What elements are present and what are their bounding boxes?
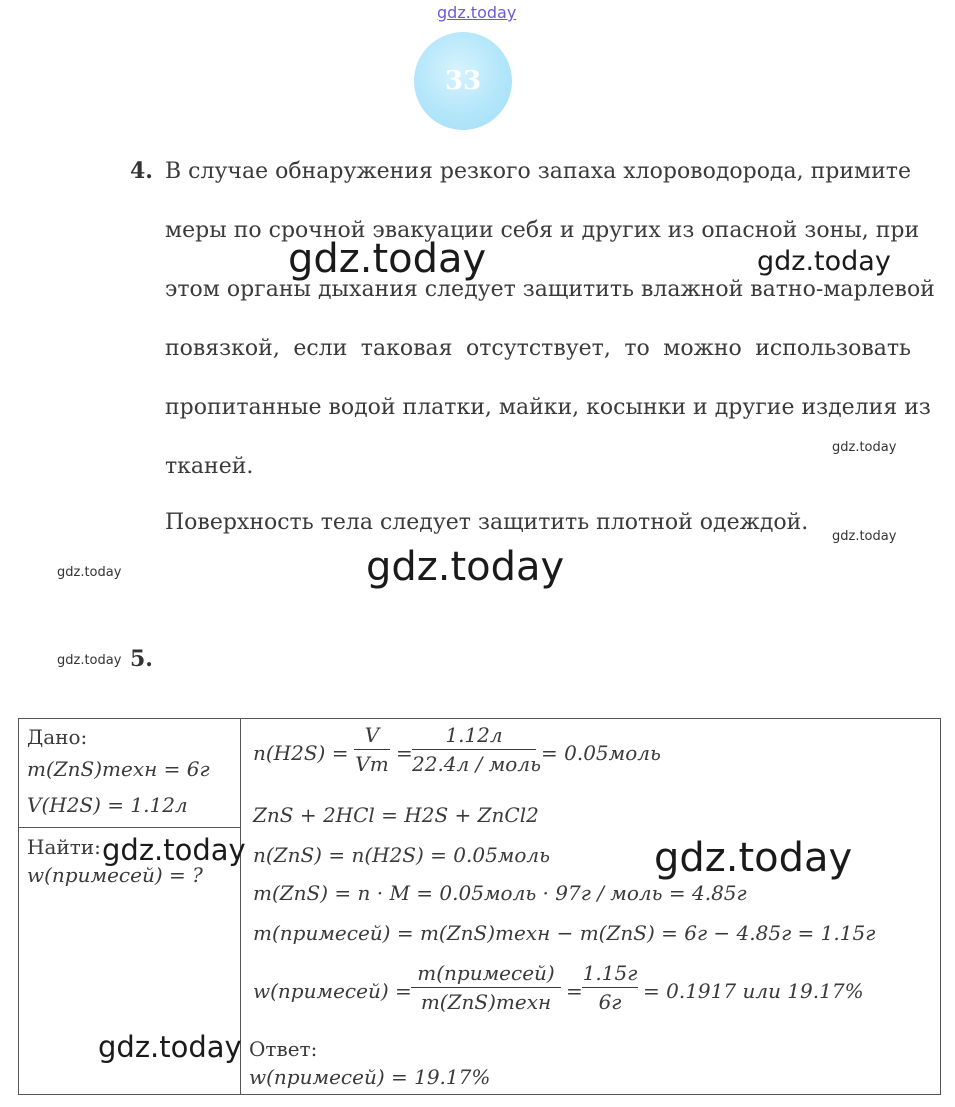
- equation-2: ZnS + 2HCl = H2S + ZnCl2: [253, 803, 539, 827]
- equals-sign: =: [566, 979, 583, 1003]
- watermark: gdz.today: [102, 833, 246, 867]
- fraction-numerator: 1.12л: [445, 723, 503, 747]
- page-number: 33: [444, 66, 482, 96]
- watermark: gdz.today: [832, 440, 897, 455]
- fraction-bar: [582, 987, 638, 988]
- watermark: gdz.today: [757, 246, 891, 277]
- equation-6-fraction-1: [411, 961, 561, 1014]
- watermark-top[interactable]: gdz.today: [437, 3, 517, 22]
- equation-6-left: w(примесей) =: [253, 979, 412, 1003]
- find-value: w(примесей) = ?: [27, 863, 203, 887]
- answer-value: w(примесей) = 19.17%: [249, 1065, 491, 1089]
- fraction-denominator: 22.4л / моль: [412, 752, 541, 776]
- task-5-number: 5.: [130, 646, 153, 672]
- watermark: gdz.today: [366, 544, 565, 590]
- watermark: gdz.today: [832, 529, 897, 544]
- watermark: gdz.today: [57, 565, 122, 580]
- fraction-bar: [354, 749, 390, 750]
- task-4-paragraph: [165, 142, 935, 496]
- equation-1-left: n(H2S) =: [253, 741, 349, 765]
- task-4-paragraph-2: Поверхность тела следует защитить плотной одеждой.: [165, 510, 809, 535]
- paragraph-line: тканей.: [165, 454, 254, 479]
- fraction-numerator: V: [364, 723, 380, 747]
- watermark: gdz.today: [654, 835, 853, 881]
- given-find-divider: [19, 827, 240, 828]
- equation-1-fraction-2: [412, 723, 541, 776]
- equals-sign: =: [396, 741, 413, 765]
- given-mass: m(ZnS)техн = 6г: [27, 757, 210, 781]
- fraction-denominator: 6г: [598, 990, 622, 1014]
- paragraph-line: повязкой, если таковая отсутствует, то можно использовать: [165, 336, 911, 361]
- paragraph-line: меры по срочной эвакуации себя и других из опасной зоны, при: [165, 218, 920, 243]
- equation-6-result: = 0.1917 или 19.17%: [643, 979, 864, 1003]
- fraction-bar: [411, 987, 561, 988]
- find-label: Найти:: [27, 835, 101, 859]
- watermark: gdz.today: [288, 236, 487, 282]
- fraction-numerator: m(примесей): [417, 961, 555, 985]
- fraction-denominator: m(ZnS)техн: [420, 990, 552, 1014]
- fraction-bar: [412, 749, 536, 750]
- equation-1-result: = 0.05моль: [541, 741, 661, 765]
- equation-1-fraction-1: [354, 723, 390, 776]
- watermark: gdz.today: [98, 1030, 242, 1064]
- task-4-number: 4.: [130, 158, 153, 184]
- equation-4: m(ZnS) = n · M = 0.05моль · 97г / моль = 4.85г: [253, 881, 747, 905]
- equation-6-fraction-2: [582, 961, 638, 1014]
- page-number-badge: [414, 32, 512, 130]
- paragraph-line: В случае обнаружения резкого запаха хлороводорода, примите: [165, 159, 911, 184]
- answer-label: Ответ:: [249, 1037, 318, 1061]
- given-label: Дано:: [27, 725, 88, 749]
- equation-3: n(ZnS) = n(H2S) = 0.05моль: [253, 843, 551, 867]
- paragraph-line: пропитанные водой платки, майки, косынки и другие изделия из: [165, 395, 931, 420]
- fraction-numerator: 1.15г: [582, 961, 638, 985]
- equation-5: m(примесей) = m(ZnS)техн − m(ZnS) = 6г − 4.85г = 1.15г: [253, 921, 876, 945]
- fraction-denominator: Vm: [355, 752, 389, 776]
- paragraph-line: этом органы дыхания следует защитить влажной ватно-марлевой: [165, 277, 935, 302]
- watermark: gdz.today: [57, 653, 122, 668]
- given-volume: V(H2S) = 1.12л: [27, 793, 188, 817]
